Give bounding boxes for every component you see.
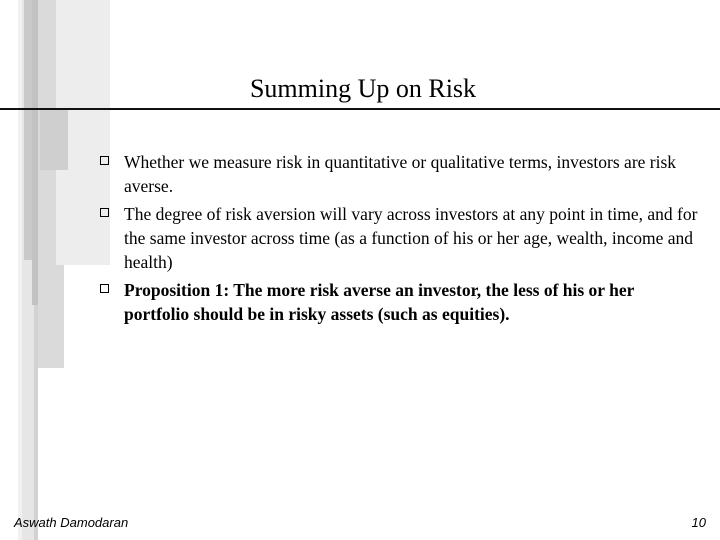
bullet-text: Whether we measure risk in quantitative or qualitative terms, investors are risk averse.: [124, 152, 677, 196]
checkbox-bullet-icon: [100, 156, 109, 165]
bullet-item: [100, 150, 700, 198]
slide-title: Summing Up on Risk: [249, 74, 477, 103]
bullet-text: The degree of risk aversion will vary across investors at any point in time, and for the same investor across time (as a function of his or her age, wealth, income and health): [124, 204, 698, 272]
decorative-bar: [40, 110, 68, 170]
bullet-text: Proposition 1: The more risk averse an investor, the less of his or her portfolio should be in risky assets (such as equities).: [124, 280, 635, 324]
checkbox-bullet-icon: [100, 284, 109, 293]
bullet-item: [100, 202, 700, 274]
footer-author: Aswath Damodaran: [14, 515, 129, 530]
bullet-item: [100, 278, 700, 326]
checkbox-bullet-icon: [100, 208, 109, 217]
title-divider: [0, 108, 720, 110]
page-number: 10: [691, 515, 706, 530]
bullet-list: [100, 150, 700, 330]
